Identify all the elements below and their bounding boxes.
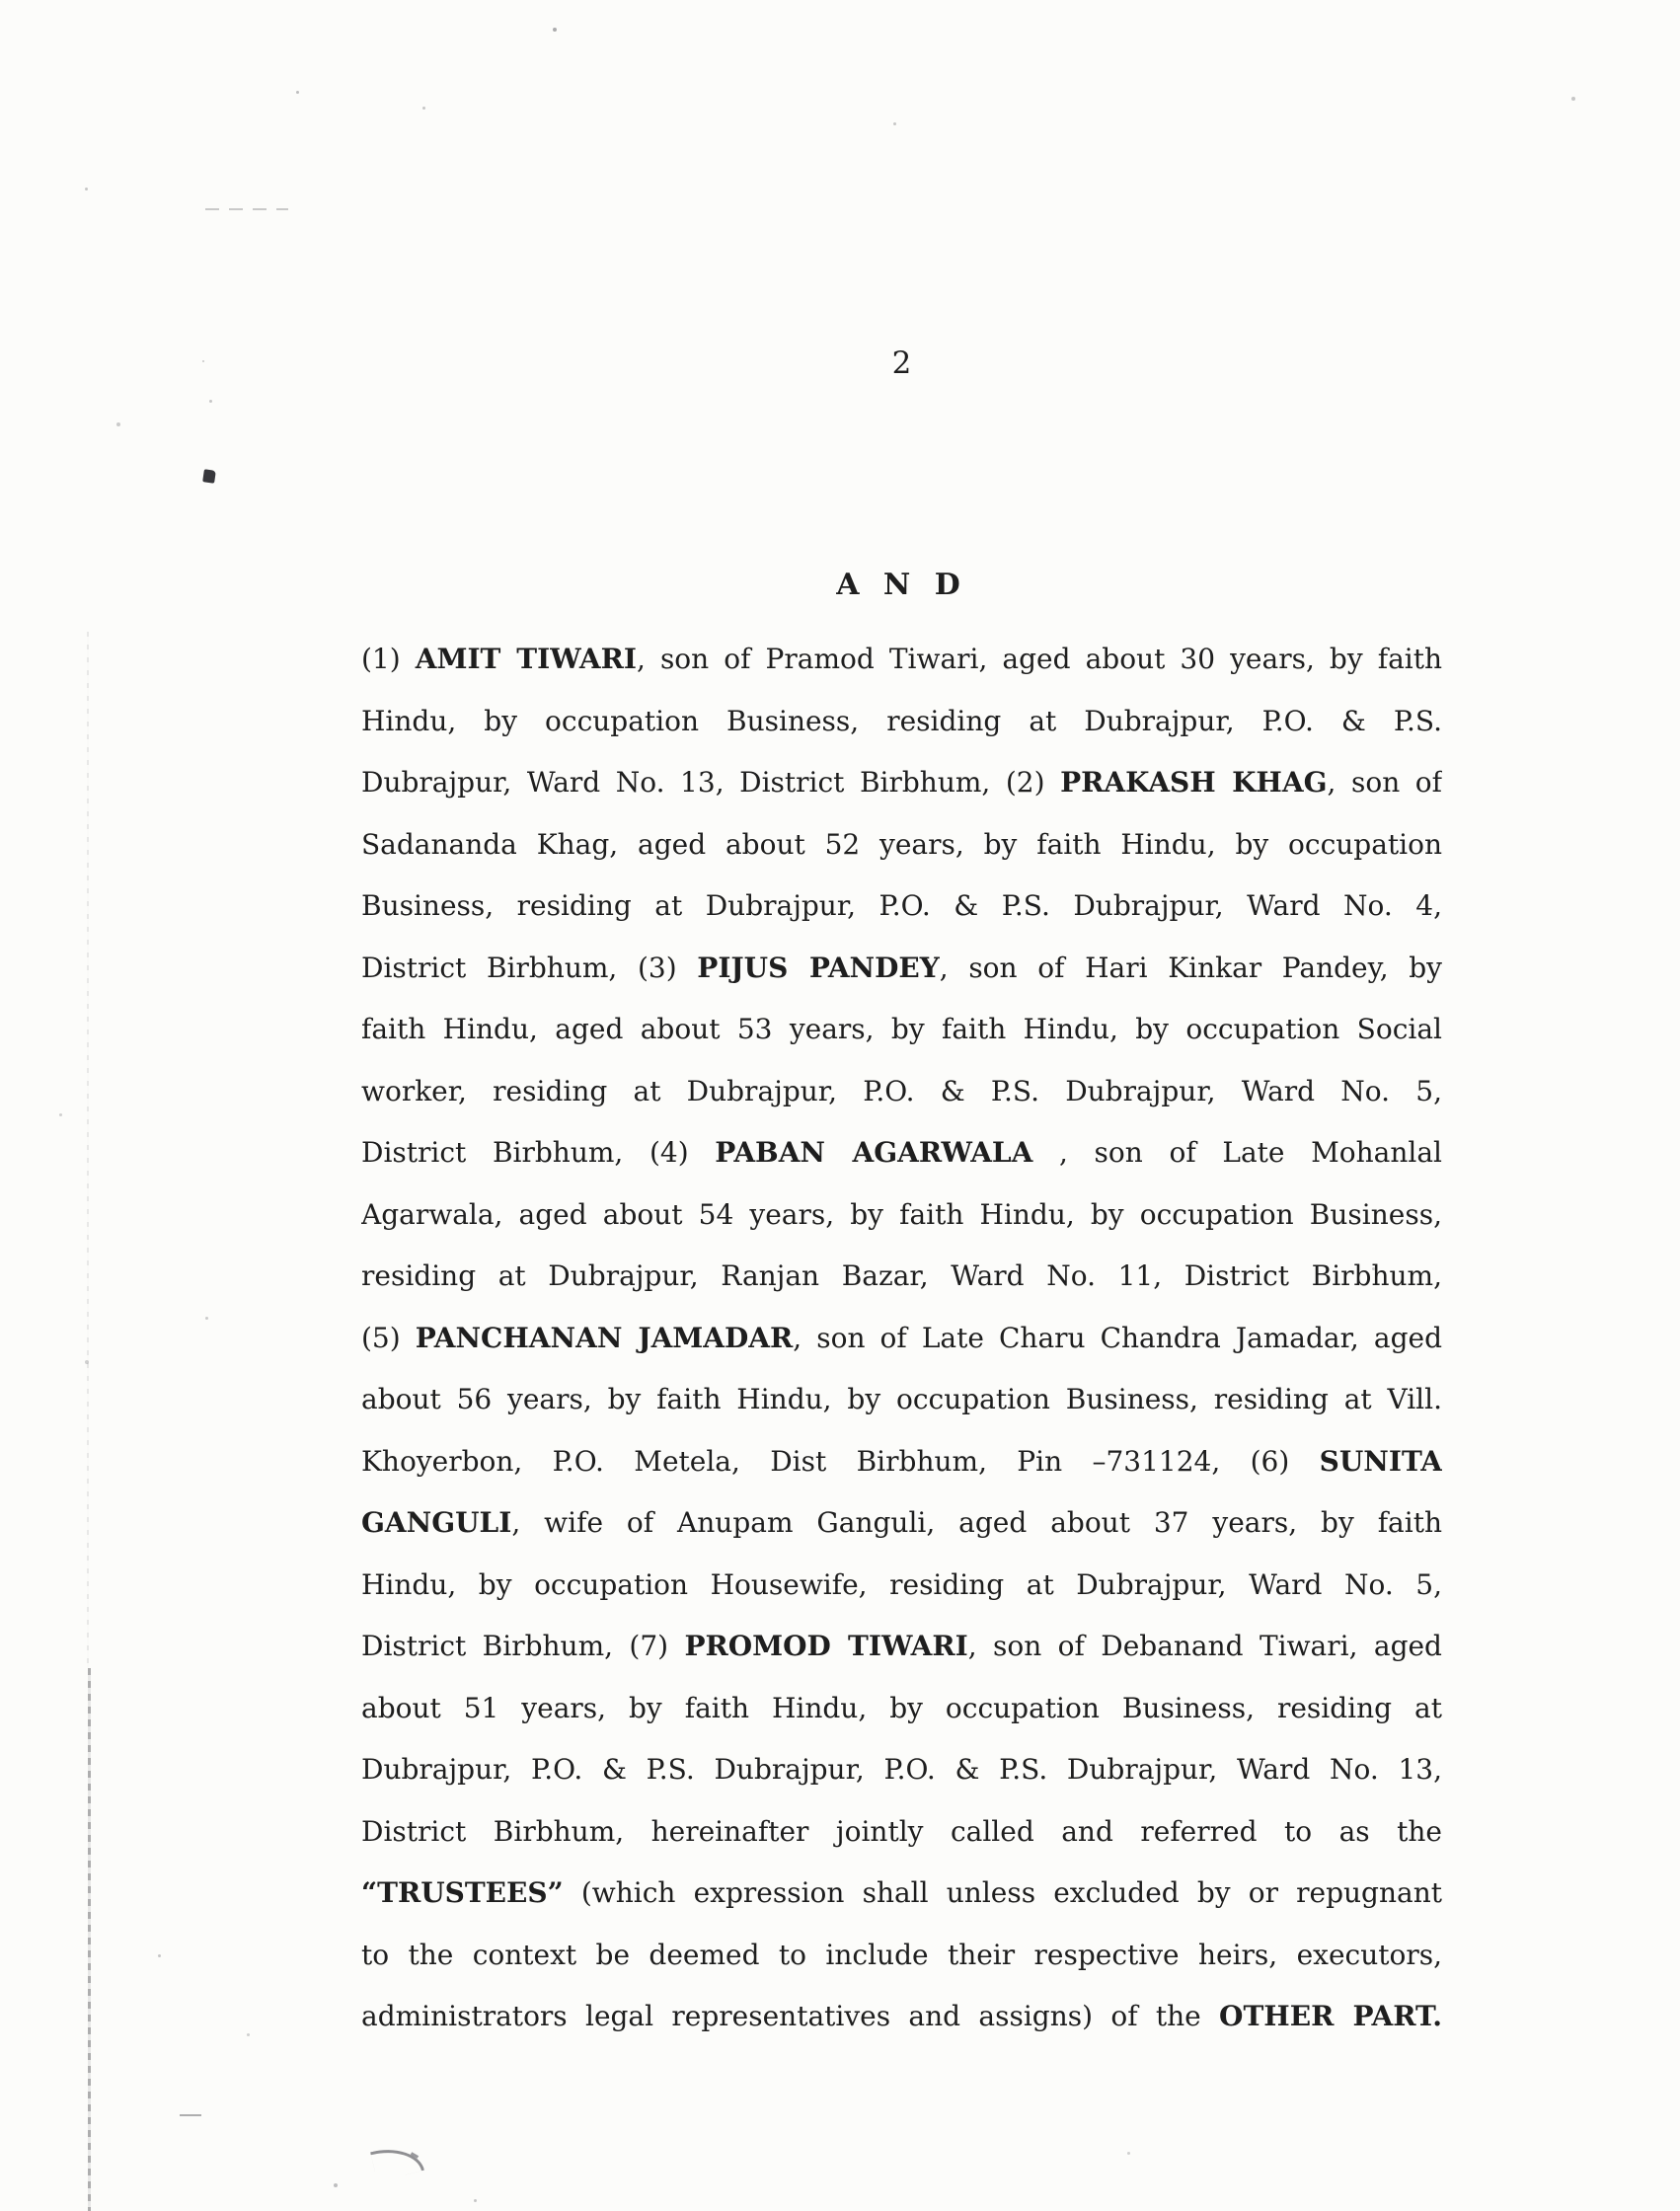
scan-speck	[85, 188, 88, 191]
scan-artifact-pencil-mark	[370, 2141, 424, 2182]
text-line: administrators legal representatives and assigns) of the OTHER PART.	[361, 2000, 1442, 2032]
text-line: Dubrajpur, Ward No. 13, District Birbhum, (2) PRAKASH KHAG, son of	[361, 766, 1442, 799]
text-line: Business, residing at Dubrajpur, P.O. & P.S. Dubrajpur, Ward No. 4,	[361, 889, 1442, 922]
text-line: to the context be deemed to include their respective heirs, executors,	[361, 1938, 1442, 1971]
scan-artifact-pencil-mark	[411, 2152, 419, 2159]
text-line: District Birbhum, (4) PABAN AGARWALA , son of Late Mohanlal	[361, 1136, 1442, 1169]
scan-speck	[296, 91, 299, 94]
scan-artifact-fold-line	[88, 1668, 91, 2211]
scan-speck	[205, 1317, 208, 1320]
paragraph	[361, 629, 1442, 2048]
text-line: about 56 years, by faith Hindu, by occupation Business, residing at Vill.	[361, 1383, 1442, 1415]
text-line: about 51 years, by faith Hindu, by occupation Business, residing at	[361, 1691, 1442, 1724]
scan-artifact-fold-line	[87, 632, 89, 1668]
scan-speck	[1127, 2152, 1130, 2155]
section-heading: A N D	[836, 568, 967, 602]
scan-speck	[553, 28, 557, 32]
page-number: 2	[891, 345, 912, 381]
text-line: “TRUSTEES” (which expression shall unless excluded by or repugnant	[361, 1876, 1442, 1909]
text-line: faith Hindu, aged about 53 years, by faith Hindu, by occupation Social	[361, 1013, 1442, 1045]
scan-speck	[893, 122, 896, 125]
text-line: GANGULI, wife of Anupam Ganguli, aged about 37 years, by faith	[361, 1506, 1442, 1539]
scan-speck	[85, 1360, 89, 1364]
scan-speck	[116, 422, 120, 426]
text-line: Khoyerbon, P.O. Metela, Dist Birbhum, Pin –731124, (6) SUNITA	[361, 1444, 1442, 1478]
scan-artifact-dashes	[205, 208, 288, 210]
scan-speck	[158, 1954, 161, 1957]
text-line: (1) AMIT TIWARI, son of Pramod Tiwari, aged about 30 years, by faith	[361, 643, 1442, 675]
scan-speck	[59, 1113, 62, 1116]
text-line: Sadananda Khag, aged about 52 years, by faith Hindu, by occupation	[361, 827, 1442, 861]
text-line: (5) PANCHANAN JAMADAR, son of Late Charu Chandra Jamadar, aged	[361, 1321, 1442, 1354]
text-line: Hindu, by occupation Business, residing at Dubrajpur, P.O. & P.S.	[361, 704, 1442, 737]
text-line: District Birbhum, (7) PROMOD TIWARI, son of Debanand Tiwari, aged	[361, 1630, 1442, 1662]
text-line: Hindu, by occupation Housewife, residing at Dubrajpur, Ward No. 5,	[361, 1567, 1442, 1601]
text-line: Dubrajpur, P.O. & P.S. Dubrajpur, P.O. & P.S. Dubrajpur, Ward No. 13,	[361, 1753, 1442, 1786]
text-line: residing at Dubrajpur, Ranjan Bazar, Ward No. 11, District Birbhum,	[361, 1259, 1442, 1292]
scan-speck	[474, 2199, 477, 2202]
scan-speck	[202, 360, 204, 362]
scan-artifact-ink-blob	[202, 469, 216, 484]
scan-speck	[334, 2183, 338, 2187]
scan-artifact-dash	[180, 2114, 201, 2116]
scan-speck	[209, 400, 212, 403]
text-line: Agarwala, aged about 54 years, by faith Hindu, by occupation Business,	[361, 1197, 1442, 1231]
scan-speck	[422, 107, 425, 110]
text-line: District Birbhum, hereinafter jointly called and referred to as the	[361, 1814, 1442, 1848]
scan-speck	[1571, 97, 1575, 101]
scan-speck	[247, 2033, 250, 2036]
text-line: worker, residing at Dubrajpur, P.O. & P.S. Dubrajpur, Ward No. 5,	[361, 1074, 1442, 1107]
text-line: District Birbhum, (3) PIJUS PANDEY, son of Hari Kinkar Pandey, by	[361, 951, 1442, 984]
